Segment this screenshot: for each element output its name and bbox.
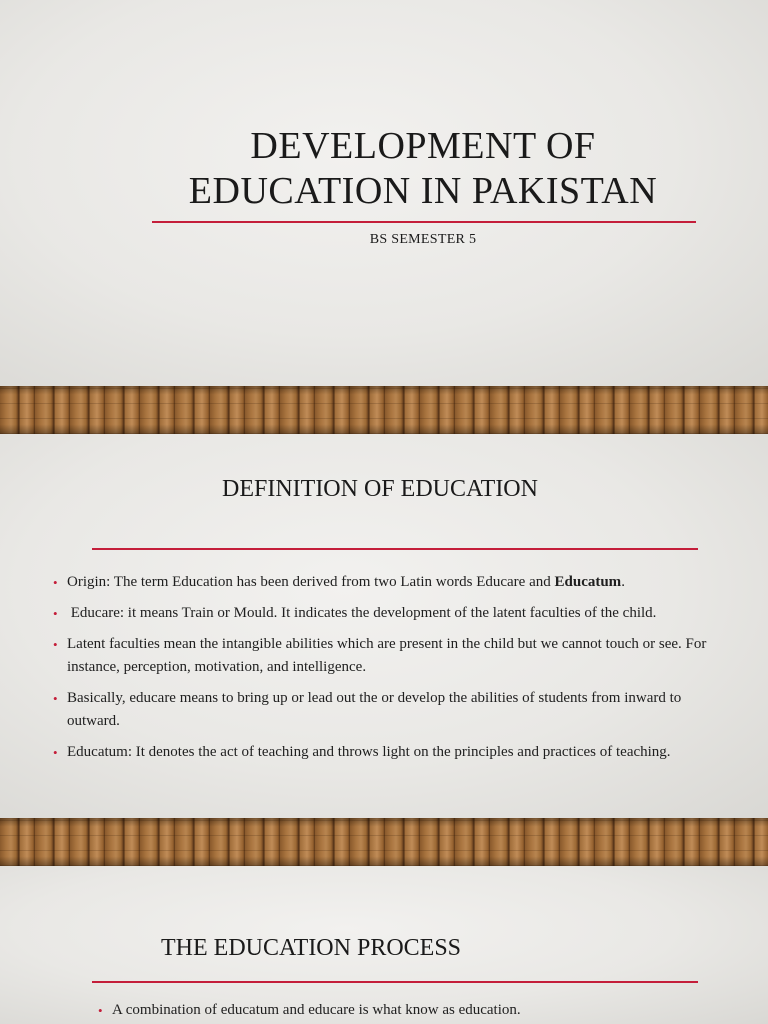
list-item <box>53 741 723 764</box>
title-divider <box>152 221 696 223</box>
slide-heading: THE EDUCATION PROCESS <box>161 935 462 961</box>
bullet-text: Educatum: It denotes the act of teaching and throws light on the principles and practices of teaching. <box>67 744 671 760</box>
wood-floor-divider <box>0 386 768 434</box>
slide-subtitle: BS SEMESTER 5 <box>369 232 477 247</box>
list-item <box>53 633 723 679</box>
slide-heading: DEFINITION OF EDUCATION <box>222 476 538 502</box>
slide-title <box>150 124 696 214</box>
title-line-2: EDUCATION IN PAKISTAN <box>188 170 658 212</box>
title-slide <box>0 0 768 386</box>
title-line-1: DEVELOPMENT OF <box>250 125 596 167</box>
bullet-text: Educare: it means Train or Mould. It indicates the development of the latent faculties of the child. <box>67 605 657 621</box>
list-item <box>53 602 723 625</box>
list-item <box>53 687 723 733</box>
bullet-icon: • <box>53 637 58 652</box>
bullet-text: A combination of educatum and educare is what know as education. <box>112 1002 521 1018</box>
bullet-bold-text: Educatum <box>554 574 622 590</box>
list-item <box>98 999 718 1022</box>
process-slide <box>0 866 768 1024</box>
bullet-list <box>98 999 718 1022</box>
list-item <box>53 571 723 594</box>
bullet-list <box>53 571 723 772</box>
wood-floor-divider <box>0 818 768 866</box>
heading-divider <box>92 981 698 983</box>
bullet-text: Origin: The term Education has been derived from two Latin words Educare and <box>67 574 555 590</box>
bullet-icon: • <box>53 745 58 760</box>
bullet-icon: • <box>98 1003 103 1018</box>
heading-divider <box>92 548 698 550</box>
bullet-text: Basically, educare means to bring up or lead out the or develop the abilities of students from inward to outward. <box>67 690 682 729</box>
bullet-icon: • <box>53 575 58 590</box>
bullet-text: Latent faculties mean the intangible abilities which are present in the child but we cannot touch or see. For instance, perception, motivation, and intelligence. <box>67 636 707 675</box>
bullet-tail: . <box>621 574 625 590</box>
bullet-icon: • <box>53 691 58 706</box>
definition-slide <box>0 434 768 818</box>
bullet-icon: • <box>53 606 58 621</box>
